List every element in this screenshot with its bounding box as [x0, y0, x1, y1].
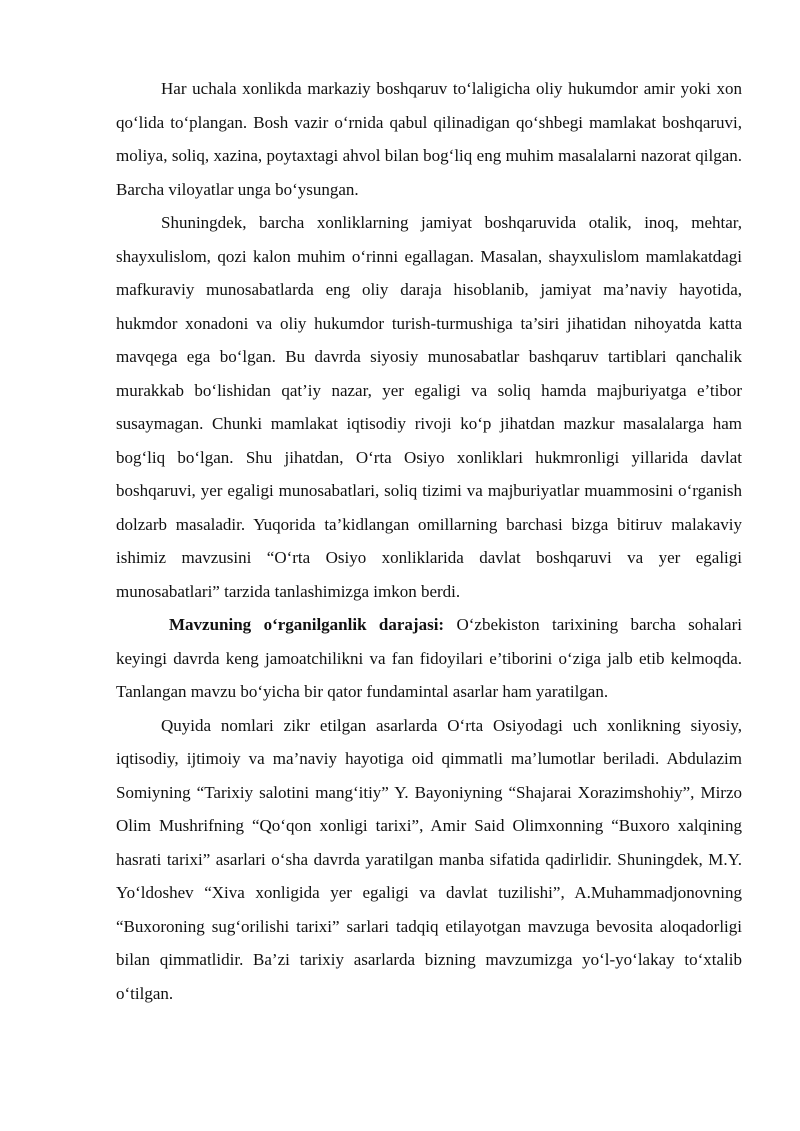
paragraph-sources-review: Quyida nomlari zikr etilgan asarlarda O‘rta Osiyodagi uch xonlikning siyosiy, iqtisodiy, ijtimoiy va ma’naviy hayotiga oid qimmatli ma’lumotlar beriladi. Abdulazim Somiyning “Tarixiy salotini mang‘itiy” Y. Bayoniyning “Shajarai Xorazimshohiy”, Mirzo Olim Mushrifning “Qo‘qon xonligi tarixi”, Amir Said Olimxonning “Buxoro xalqining hasrati tarixi” asarlari o‘sha davrda yaratilgan manba sifatida qadirlidir. Shuningdek, M.Y. Yo‘ldoshev “Xiva xonligida yer egaligi va davlat tuzilishi”, A.Muhammadjonovning “Buxoroning sug‘orilishi tarixi” sarlari tadqiq etilayotgan mavzuga bevosita aloqadorligi bilan qimmatlidir. Ba’zi tarixiy asarlarda bizning mavzumizga yo‘l-yo‘lakay to‘xtalib o‘tilgan. — [116, 715, 742, 1003]
paragraph-topic-study-level-text: O‘zbekiston tarixining barcha sohalari keyingi davrda keng jamoatchilikni va fan fidoyilari e’tiborini o‘ziga jalb etib kelmoqda. Tanlangan mavzu bo‘yicha bir qator fundamintal asarlar ham yaratilgan. — [116, 615, 742, 701]
paragraph-central-administration: Har uchala xonlikda markaziy boshqaruv to‘laligicha oliy hukumdor amir yoki xon qo‘lida to‘plangan. Bosh vazir o‘rnida qabul qilinadigan qo‘shbegi mamlakat boshqaruvi, moliya, soliq, xazina, poytaxtagi ahvol bilan bog‘liq eng muhim masalalarni nazorat qilgan. Barcha viloyatlar unga bo‘ysungan. — [116, 79, 742, 199]
document-page — [116, 72, 742, 1010]
section-heading-topic-study-level: Mavzuning o‘rganilganlik darajasi: — [169, 615, 445, 634]
paragraph-khanate-officials: Shuningdek, barcha xonliklarning jamiyat boshqaruvida otalik, inoq, mehtar, shayxulislom, qozi kalon muhim o‘rinni egallagan. Masalan, shayxulislom mamlakatdagi mafkuraviy munosabatlarda eng oliy daraja hisoblanib, jamiyat ma’naviy hayotida, hukmdor xonadoni va oliy hukumdor turish-turmushiga ta’siri jihatidan nihoyatda katta mavqega ega bo‘lgan. Bu davrda siyosiy munosabatlar bashqaruv tartiblari qanchalik murakkab bo‘lishidan qat’iy nazar, yer egaligi va soliq hamda majburiyatga e’tibor susaymagan. Chunki mamlakat iqtisodiy rivoji ko‘p jihatdan mazkur masalalarga ham bog‘liq bo‘lgan. Shu jihatdan, O‘rta Osiyo xonliklari hukmronligi yillarida davlat boshqaruvi, yer egaligi munosabatlari, soliq tizimi va majburiyatlar muammosini o‘rganish dolzarb masaladir. Yuqorida ta’kidlangan omillarning barchasi bizga bitiruv malakaviy ishimiz mavzusini “O‘rta Osiyo xonliklarida davlat boshqaruvi va yer egaligi munosabatlari” tarzida tanlashimizga imkon berdi. — [116, 213, 742, 601]
paragraph-topic-study-level — [116, 608, 742, 709]
